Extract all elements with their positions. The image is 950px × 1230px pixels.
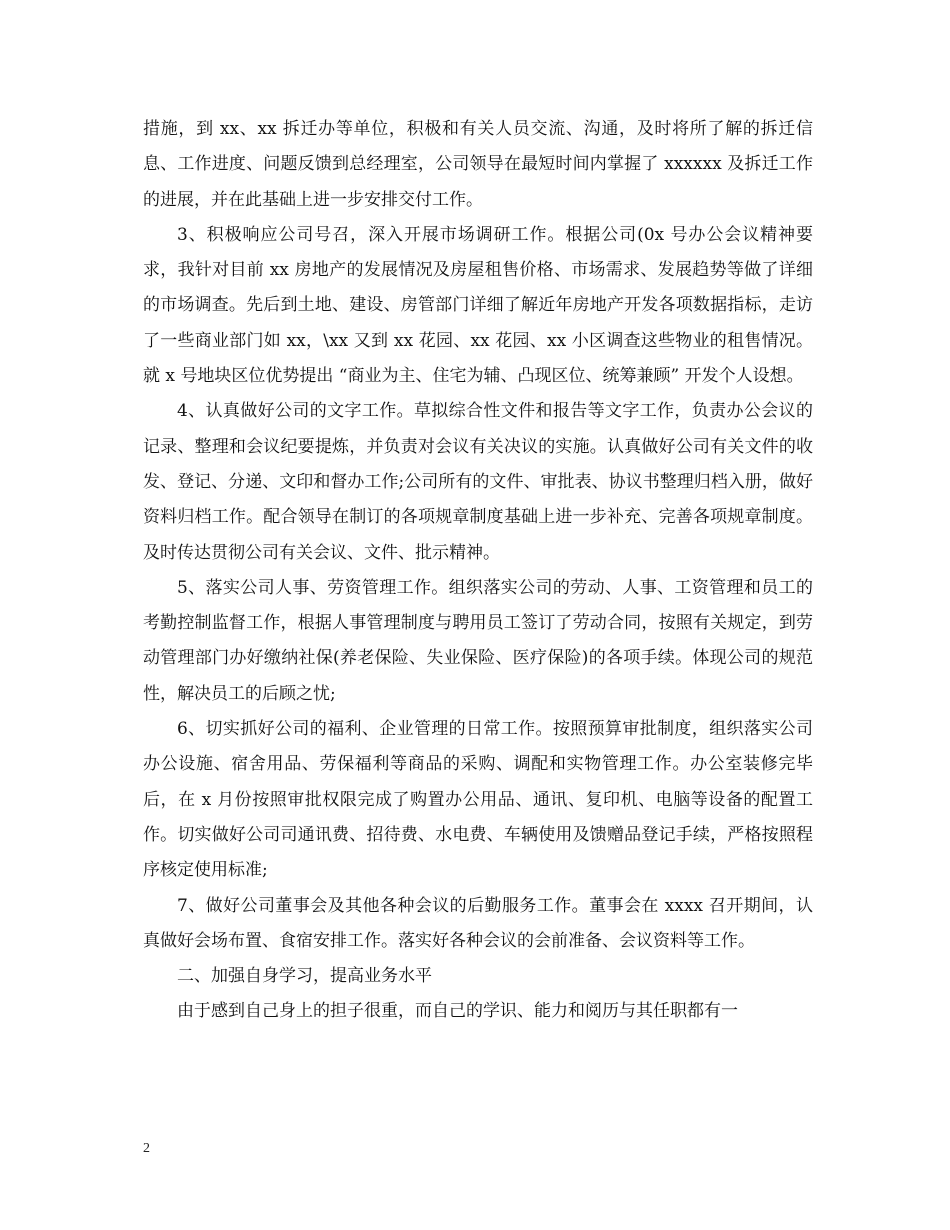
paragraph-6: 7、做好公司董事会及其他各种会议的后勤服务工作。董事会在 xxxx 召开期间，认真做好会场布置、食宿安排工作。落实好各种会议的会前准备、会议资料等工作。 xyxy=(143,895,813,951)
document-body xyxy=(143,112,813,1030)
paragraph-5: 6、切实抓好公司的福利、企业管理的日常工作。按照预算审批制度，组织落实公司办公设施、宿舍用品、劳保福利等商品的采购、调配和实物管理工作。办公室装修完毕后，在 x 月份按照审批权限完成了购置办公用品、通讯、复印机、电脑等设备的配置工作。切实做好公司司通讯费、招待费、水电费、车辆使用及馈赠品登记手续，严格按照程序核定使用标准; xyxy=(143,719,813,881)
paragraph-7: 由于感到自己身上的担子很重，而自己的学识、能力和阅历与其任职都有一 xyxy=(177,1001,738,1022)
section-heading: 二、加强自身学习，提高业务水平 xyxy=(177,966,432,987)
paragraph-3: 4、认真做好公司的文字工作。草拟综合性文件和报告等文字工作，负责办公会议的记录、整理和会议纪要提炼，并负责对会议有关决议的实施。认真做好公司有关文件的收发、登记、分递、文印和督办工作;公司所有的文件、审批表、协议书整理归档入册，做好资料归档工作。配合领导在制订的各项规章制度基础上进一步补充、完善各项规章制度。及时传达贯彻公司有关会议、文件、批示精神。 xyxy=(143,401,813,563)
paragraph-2: 3、积极响应公司号召，深入开展市场调研工作。根据公司(0x 号办公会议精神要求，我针对目前 xx 房地产的发展情况及房屋租售价格、市场需求、发展趋势等做了详细的市场调查。先后到土地、建设、房管部门详细了解近年房地产开发各项数据指标，走访了一些商业部门如 xx，\xx 又到 xx 花园、xx 花园、xx 小区调查这些物业的租售情况。就 x 号地块区位优势提出 “商业为主、住宅为辅、凸现区位、统筹兼顾” 开发个人设想。 xyxy=(143,224,813,387)
paragraph-1: 措施，到 xx、xx 拆迁办等单位，积极和有关人员交流、沟通，及时将所了解的拆迁信息、工作进度、问题反馈到总经理室，公司领导在最短时间内掌握了 xxxxxx 及拆迁工作的进展，并在此基础上进一步安排交付工作。 xyxy=(143,119,813,210)
page-number: 2 xyxy=(143,1141,150,1156)
paragraph-4: 5、落实公司人事、劳资管理工作。组织落实公司的劳动、人事、工资管理和员工的考勤控制监督工作，根据人事管理制度与聘用员工签订了劳动合同，按照有关规定，到劳动管理部门办好缴纳社保(养老保险、失业保险、医疗保险)的各项手续。体现公司的规范性，解决员工的后顾之忧; xyxy=(143,577,813,704)
